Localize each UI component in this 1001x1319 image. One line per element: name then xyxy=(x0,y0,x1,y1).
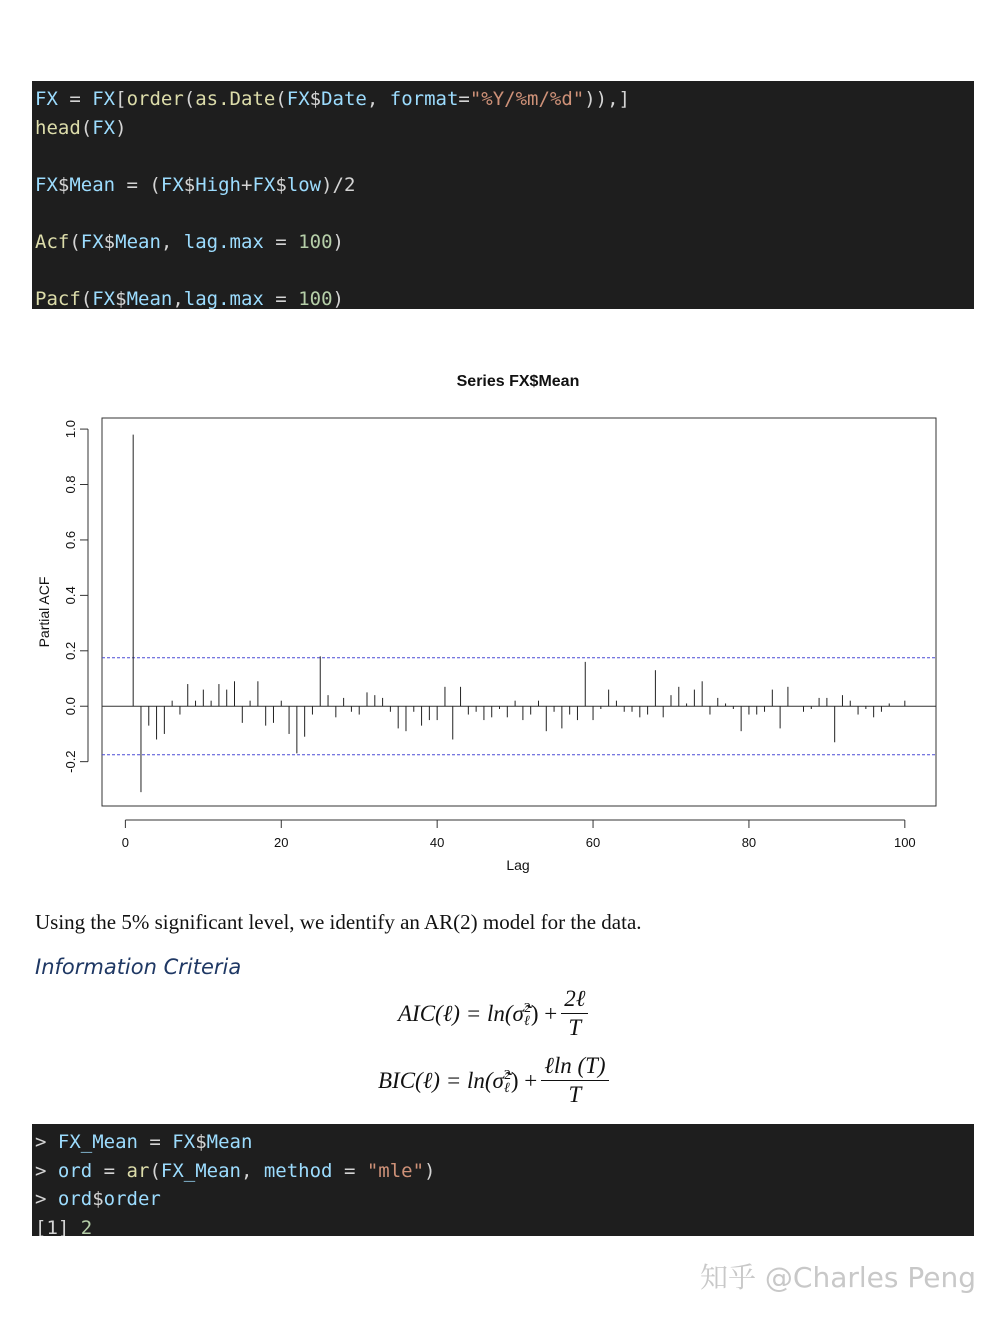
y-axis-label: Partial ACF xyxy=(36,576,52,648)
bic-tail: ) + xyxy=(510,1067,538,1093)
bic-sup: 2 xyxy=(503,1067,511,1083)
console-line: > ord$order xyxy=(35,1188,161,1210)
x-tick-label: 0 xyxy=(121,835,130,850)
pacf-chart-svg xyxy=(0,360,1001,880)
code-line: Acf(FX$Mean, lag.max = 100) xyxy=(35,230,344,253)
bic-sub: ℓ xyxy=(503,1080,510,1096)
bic-denominator: T xyxy=(568,1082,582,1107)
bic-fraction xyxy=(541,1052,608,1109)
y-tick-label: 0.6 xyxy=(63,530,78,549)
code-line xyxy=(35,256,971,285)
y-tick-label: 0.4 xyxy=(63,586,78,605)
code-block-r-script xyxy=(32,81,974,309)
x-tick-label: 40 xyxy=(429,835,445,850)
pacf-bars xyxy=(133,435,905,793)
x-tick-label: 80 xyxy=(741,835,757,850)
code-line: FX$Mean = (FX$High+FX$low)/2 xyxy=(35,173,356,196)
x-tick-label: 20 xyxy=(274,835,289,850)
console-line: > ord = ar(FX_Mean, method = "mle") xyxy=(35,1159,436,1182)
y-tick-label: 0.2 xyxy=(63,641,78,660)
x-axis-label: Lag xyxy=(506,857,530,873)
aic-numerator: 2ℓ xyxy=(561,985,588,1014)
code-block-r-console xyxy=(32,1124,974,1236)
plot-frame xyxy=(102,418,936,806)
aic-subsup xyxy=(524,1002,531,1028)
bic-numerator: ℓln (T) xyxy=(541,1052,608,1081)
bic-equation xyxy=(378,1052,609,1109)
code-line xyxy=(35,142,971,171)
x-tick-label: 60 xyxy=(585,835,601,850)
console-line: [1] 2 xyxy=(35,1216,93,1236)
y-tick-label: 0.8 xyxy=(63,475,78,494)
pacf-chart xyxy=(0,360,1001,880)
bic-subsup xyxy=(504,1069,511,1095)
code-line: FX = FX[order(as.Date(FX$Date, format="%Y/%m/%d")),] xyxy=(35,88,630,110)
aic-sup: 2 xyxy=(523,1000,531,1016)
chart-title: Series FX$Mean xyxy=(456,373,580,390)
x-tick-label: 100 xyxy=(893,835,916,850)
watermark: 知乎 @Charles Peng xyxy=(700,1261,976,1294)
aic-denominator: T xyxy=(568,1015,582,1040)
y-tick-label: -0.2 xyxy=(63,750,78,773)
body-paragraph: Using the 5% significant level, we identify an AR(2) model for the data. xyxy=(35,910,642,934)
bic-lhs: BIC(ℓ) = ln(σ̃ xyxy=(378,1067,504,1093)
y-axis xyxy=(63,420,88,773)
aic-sub: ℓ xyxy=(523,1013,530,1029)
aic-fraction xyxy=(561,985,588,1042)
aic-equation xyxy=(398,985,588,1042)
aic-lhs: AIC(ℓ) = ln(σ̃ xyxy=(398,1000,524,1026)
aic-tail: ) + xyxy=(530,1000,558,1026)
code-line xyxy=(35,199,971,228)
y-tick-label: 1.0 xyxy=(63,420,78,439)
code-line: Pacf(FX$Mean,lag.max = 100) xyxy=(35,287,344,309)
console-line: > FX_Mean = FX$Mean xyxy=(35,1131,253,1153)
code-line: head(FX) xyxy=(35,116,127,139)
x-axis xyxy=(122,820,916,850)
section-heading: Information Criteria xyxy=(35,955,242,979)
y-tick-label: 0.0 xyxy=(63,697,78,716)
